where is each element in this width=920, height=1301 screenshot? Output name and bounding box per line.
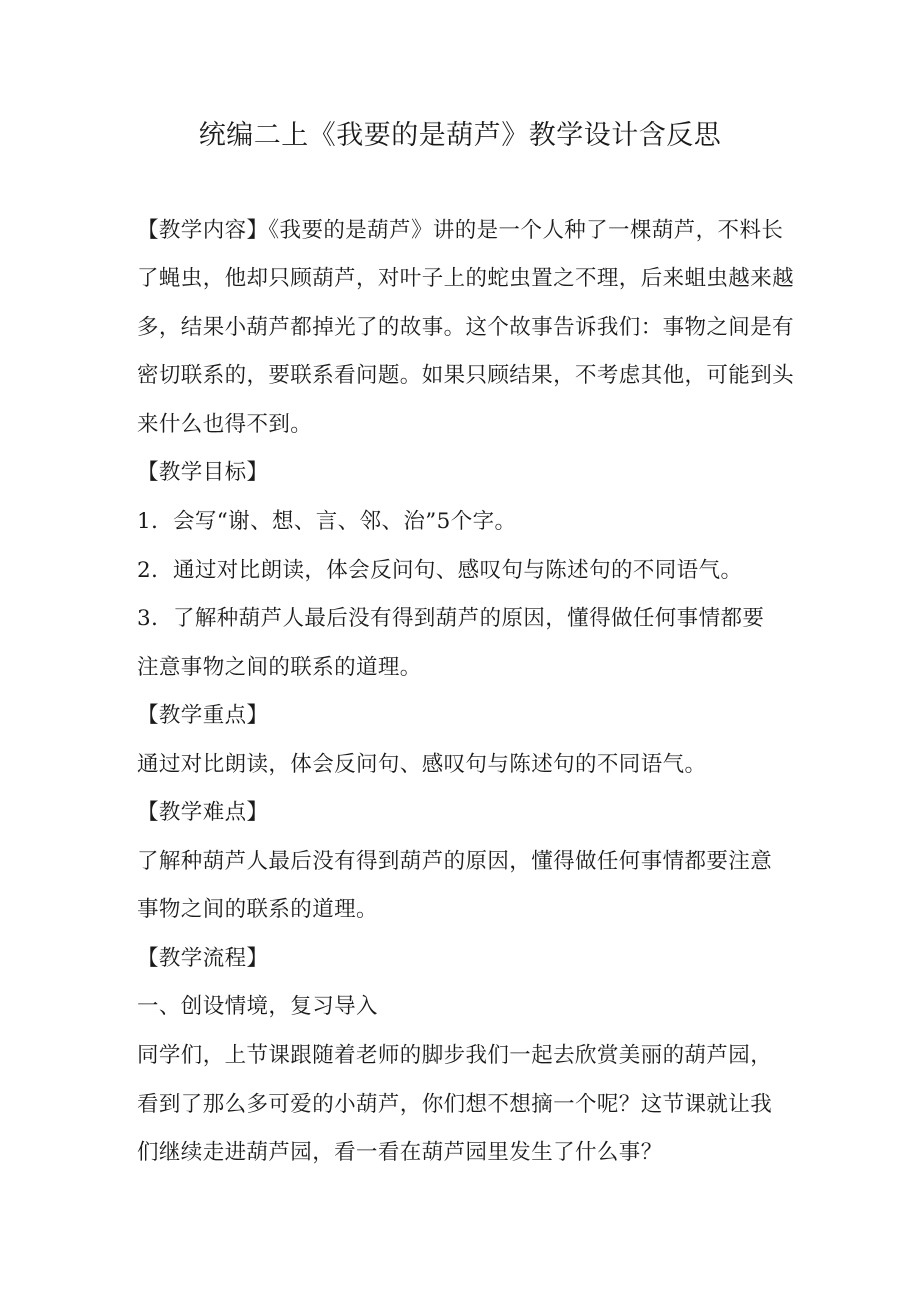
section-heading: 【教学流程】 bbox=[137, 946, 269, 971]
list-item: 1．会写“谢、想、言、邻、治”5个字。 bbox=[137, 509, 517, 534]
text-line: 同学们，上节课跟随着老师的脚步我们一起去欣赏美丽的葫芦园， bbox=[137, 1043, 773, 1068]
text-line: 多，结果小葫芦都掉光了的故事。这个故事告诉我们：事物之间是有 bbox=[137, 315, 795, 340]
list-item: 2．通过对比朗读，体会反问句、感叹句与陈述句的不同语气。 bbox=[137, 558, 743, 583]
subsection-heading: 一、创设情境，复习导入 bbox=[137, 994, 378, 1019]
text-line: 看到了那么多可爱的小葫芦，你们想不想摘一个呢？这节课就让我 bbox=[137, 1092, 773, 1117]
text-line: 们继续走进葫芦园，看一看在葫芦园里发生了什么事？ bbox=[137, 1140, 663, 1165]
text-line: 来什么也得不到。 bbox=[137, 412, 313, 437]
section-heading: 【教学目标】 bbox=[137, 460, 269, 485]
section-heading: 【教学重点】 bbox=[137, 703, 269, 728]
document-title: 统编二上《我要的是葫芦》教学设计含反思 bbox=[198, 120, 722, 151]
text-line: 了解种葫芦人最后没有得到葫芦的原因，懂得做任何事情都要注意 bbox=[137, 849, 773, 874]
text-line: 【教学内容】《我要的是葫芦》讲的是一个人种了一棵葫芦，不料长 bbox=[137, 218, 784, 243]
section-heading: 【教学难点】 bbox=[137, 800, 269, 825]
text-line: 事物之间的联系的道理。 bbox=[137, 897, 378, 922]
text-line: 通过对比朗读，体会反问句、感叹句与陈述句的不同语气。 bbox=[137, 752, 707, 777]
list-item: 3．了解种葫芦人最后没有得到葫芦的原因，懂得做任何事情都要 bbox=[137, 606, 765, 631]
text-line: 了蝇虫，他却只顾葫芦，对叶子上的蛇虫置之不理，后来蛆虫越来越 bbox=[137, 266, 795, 291]
text-line: 密切联系的，要联系看问题。如果只顾结果，不考虑其他，可能到头 bbox=[137, 363, 795, 388]
text-line: 注意事物之间的联系的道理。 bbox=[137, 655, 422, 680]
